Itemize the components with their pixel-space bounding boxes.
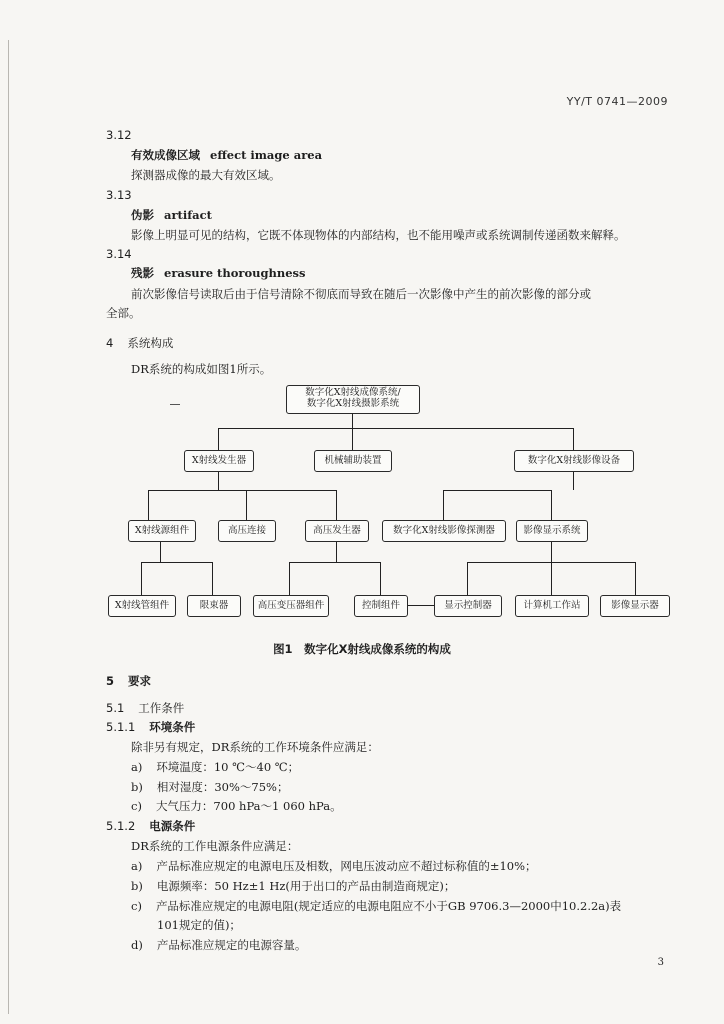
section-number: 5: [106, 674, 115, 688]
wire: [141, 562, 142, 595]
power-item-c-continued: 101规定的值)；: [157, 918, 241, 932]
wire: [212, 562, 213, 595]
box-x-ray-source-assembly: X射线源组件: [128, 520, 196, 542]
item-label: b): [131, 879, 143, 893]
wire: [380, 562, 381, 595]
term-zh: 伪影: [131, 208, 154, 222]
wire: [148, 490, 336, 491]
section-5-1-heading: [106, 700, 184, 716]
wire: [336, 490, 337, 520]
wire: [352, 428, 353, 450]
wire: [289, 562, 380, 563]
wire: [635, 562, 636, 595]
item-label: a): [131, 859, 143, 873]
section-number: 4: [106, 336, 114, 350]
box-image-display-system: 影像显示系统: [516, 520, 588, 542]
item-label: a): [131, 760, 143, 774]
item-label: c): [131, 899, 142, 913]
clause-3-12-term: [131, 147, 322, 163]
clause-3-12-definition: 探测器成像的最大有效区域。: [131, 168, 281, 182]
wire: [467, 562, 468, 595]
clause-3-14-term: [131, 265, 306, 281]
box-x-ray-tube-assembly: X射线管组件: [108, 595, 176, 617]
box-display-controller: 显示控制器: [434, 595, 502, 617]
clause-3-14-number: 3.14: [106, 247, 132, 261]
wire: [218, 472, 219, 490]
clause-3-13-number: 3.13: [106, 188, 132, 202]
clause-3-12-number: 3.12: [106, 128, 132, 142]
section-5-1-2-intro: DR系统的工作电源条件应满足：: [131, 839, 299, 853]
page-number: 3: [657, 957, 664, 968]
box-digital-imaging-device: 数字化X射线影像设备: [514, 450, 634, 472]
box-computer-workstation: 计算机工作站: [515, 595, 589, 617]
item-label: d): [131, 938, 143, 952]
section-4-intro: DR系统的构成如图1所示。: [131, 362, 272, 376]
root-line-2: 数字化X射线摄影系统: [306, 398, 400, 409]
term-en: artifact: [164, 208, 212, 222]
section-title: 要求: [128, 674, 152, 688]
clause-3-13-term: [131, 207, 212, 223]
diagram-root-box: [286, 385, 420, 414]
wire: [289, 562, 290, 595]
figure-caption: 图1 数字化X射线成像系统的构成: [273, 642, 451, 656]
wire: [443, 490, 551, 491]
env-item-a: [131, 759, 299, 775]
wire: [141, 562, 212, 563]
wire: [573, 428, 574, 450]
section-title: 环境条件: [149, 720, 196, 734]
wire: [443, 490, 444, 520]
item-text: 电源频率：50 Hz±1 Hz(用于出口的产品由制造商规定)；: [156, 879, 456, 893]
item-text: 产品标准应规定的电源容量。: [156, 938, 307, 952]
section-title: 电源条件: [149, 819, 196, 833]
scan-mark: [170, 404, 180, 405]
item-text: 产品标准应规定的电源电阻(规定适应的电源电阻应不小于GB 9706.3—2000中10.2.2a)表: [155, 899, 622, 913]
item-label: c): [131, 799, 142, 813]
item-text: 产品标准应规定的电源电压及相数，网电压波动应不超过标称值的±10%；: [156, 859, 537, 873]
wire: [551, 562, 552, 595]
section-5-1-1-intro: 除非另有规定，DR系统的工作环境条件应满足：: [131, 740, 379, 754]
box-beam-limiter: 限束器: [187, 595, 241, 617]
box-control-assembly: 控制组件: [354, 595, 408, 617]
wire: [573, 472, 574, 490]
box-hv-generator: 高压发生器: [305, 520, 369, 542]
wire: [406, 605, 434, 606]
term-zh: 有效成像区域: [131, 148, 200, 162]
section-number: 5.1.2: [106, 819, 136, 833]
section-number: 5.1: [106, 701, 125, 715]
section-5-heading: [106, 673, 151, 689]
box-hv-connection: 高压连接: [218, 520, 276, 542]
section-title: 工作条件: [138, 701, 185, 715]
wire: [551, 542, 552, 562]
power-item-a: [131, 858, 537, 874]
page-edge-line: [8, 40, 9, 1014]
env-item-c: [131, 798, 342, 814]
wire: [551, 490, 552, 520]
wire: [246, 490, 247, 520]
section-title: 系统构成: [127, 336, 174, 350]
root-line-1: 数字化X射线成像系统/: [305, 387, 401, 398]
term-zh: 残影: [131, 266, 154, 280]
clause-3-14-definition-line1: 前次影像信号读取后由于信号清除不彻底而导致在随后一次影像中产生的前次影像的部分或: [131, 287, 591, 301]
box-digital-detector: 数字化X射线影像探测器: [382, 520, 506, 542]
clause-3-14-definition-line2: 全部。: [106, 306, 141, 320]
power-item-d: [131, 937, 306, 953]
box-x-ray-generator: X射线发生器: [184, 450, 254, 472]
term-en: erasure thoroughness: [164, 266, 306, 280]
wire: [218, 428, 219, 450]
wire: [218, 428, 573, 429]
power-item-b: [131, 878, 455, 894]
env-item-b: [131, 779, 288, 795]
wire: [352, 413, 353, 428]
section-4-heading: [106, 335, 173, 351]
item-text: 环境温度：10 ℃～40 ℃；: [156, 760, 300, 774]
item-text: 相对湿度：30%～75%；: [156, 780, 289, 794]
term-en: effect image area: [210, 148, 323, 162]
wire: [148, 490, 149, 520]
power-item-c: [131, 898, 621, 914]
standard-number: YY/T 0741—2009: [566, 95, 668, 108]
section-5-1-2-heading: [106, 818, 195, 834]
section-5-1-1-heading: [106, 719, 195, 735]
item-text: 大气压力：700 hPa～1 060 hPa。: [155, 799, 342, 813]
clause-3-13-definition: 影像上明显可见的结构，它既不体现物体的内部结构，也不能用噪声或系统调制传递函数来解释。: [131, 228, 626, 242]
box-mechanical-aux: 机械辅助装置: [314, 450, 392, 472]
box-image-display: 影像显示器: [600, 595, 670, 617]
wire: [336, 542, 337, 562]
item-label: b): [131, 780, 143, 794]
wire: [160, 542, 161, 562]
section-number: 5.1.1: [106, 720, 136, 734]
box-hv-transformer: 高压变压器组件: [253, 595, 329, 617]
